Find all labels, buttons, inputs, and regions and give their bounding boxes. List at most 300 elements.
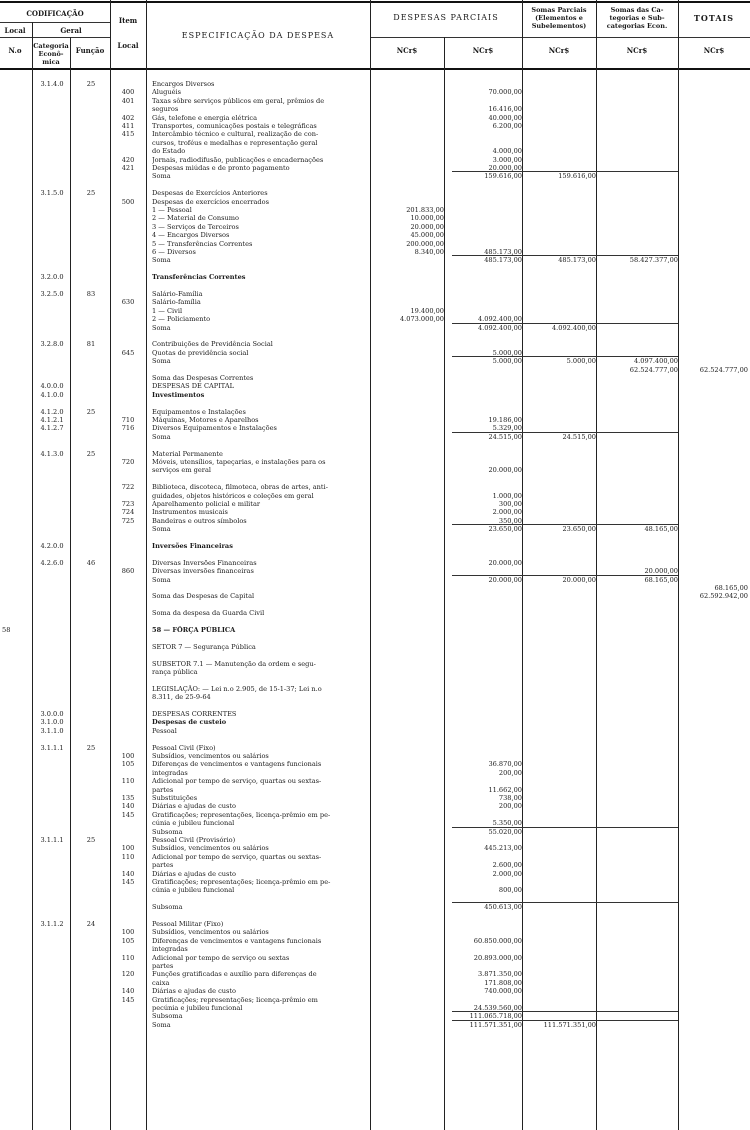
partial-amount-2: 3.000,00: [492, 155, 522, 164]
specification: Adicional por tempo de serviço ou sextas: [152, 953, 290, 962]
partial-amount-2: 445.213,00: [484, 844, 522, 853]
table-row: [0, 970, 750, 978]
specification: Taxas sôbre serviços públicos em geral, prêmios de: [152, 96, 325, 105]
header-local: Local: [4, 26, 26, 35]
item-code: 401: [121, 96, 135, 105]
partial-amount-2: 740.000,00: [484, 987, 522, 996]
specification: Adicional por tempo de serviço, quartas ou sextas-: [152, 777, 322, 786]
currency-p2: NCr$: [472, 46, 494, 55]
table-row: [0, 450, 750, 458]
table-row: [0, 786, 750, 794]
specification: 5 — Transferências Correntes: [152, 239, 253, 248]
partial-amount-1: 45.000,00: [410, 231, 444, 240]
partial-amount-1: 200.000,00: [406, 239, 444, 248]
table-row: [0, 374, 750, 382]
item-code: 110: [121, 953, 135, 962]
table-row: [0, 256, 750, 264]
specification: Diárias e ajudas de custo: [152, 802, 237, 811]
currency-sc: NCr$: [626, 46, 648, 55]
partial-amount-1: 20.000,00: [410, 222, 444, 231]
item-code: 145: [121, 878, 135, 886]
specification: DESPESAS CORRENTES: [152, 710, 237, 718]
partial-amount-2: 5.000,00: [492, 348, 522, 357]
total: 62.524.777,00: [699, 365, 748, 374]
specification: Soma das Despesas de Capital: [152, 592, 255, 601]
category-code: 3.2.5.0: [40, 290, 64, 298]
partial-amount-2: 20.000,00: [488, 558, 522, 567]
partial-amount-2: 5.000,00: [492, 357, 522, 366]
table-row: [0, 954, 750, 962]
header-codificacao: CODIFICAÇÃO: [26, 9, 84, 18]
table-row: [0, 584, 750, 592]
table-row: [0, 559, 750, 567]
sum-rule: [452, 356, 678, 357]
specification: Subsoma: [152, 903, 183, 912]
table-row: [0, 727, 750, 735]
partial-sum: 4.092.400,00: [551, 323, 596, 332]
category-code: 4.2.6.0: [40, 558, 64, 567]
table-row: [0, 408, 750, 416]
function-code: 81: [86, 340, 96, 349]
table-row: [0, 979, 750, 987]
specification: Diárias e ajudas de custo: [152, 987, 237, 996]
partial-amount-2: 738,00: [498, 794, 522, 802]
table-row: [0, 416, 750, 424]
function-code: 25: [86, 449, 96, 458]
partial-amount-2: 4.000,00: [492, 147, 522, 156]
item-code: 402: [121, 113, 135, 122]
partial-amount-2: 6.200,00: [492, 122, 522, 130]
table-row: [0, 634, 750, 642]
item-code: 145: [121, 995, 135, 1004]
table-row: [0, 1021, 750, 1029]
item-code: 716: [121, 424, 135, 433]
specification: Subsídios, vencimentos ou salários: [152, 844, 269, 853]
header-totais: TOTAIS: [693, 13, 735, 23]
table-row: [0, 88, 750, 96]
item-code: 135: [121, 794, 135, 802]
partial-amount-2: 200,00: [498, 802, 522, 811]
specification: do Estado: [152, 147, 186, 156]
item-code: 411: [121, 122, 135, 130]
partial-amount-2: 485.173,00: [484, 256, 522, 265]
header-especificacao: ESPECIFICAÇÃO DA DESPESA: [181, 31, 335, 40]
table-row: [0, 298, 750, 306]
category-sum: 4.097.400,00: [633, 357, 678, 366]
partial-amount-1: 8.340,00: [414, 248, 444, 256]
specification: Aluguéis: [152, 88, 181, 97]
partial-amount-1: 201.833,00: [406, 206, 444, 214]
table-row: [0, 912, 750, 920]
table-row: [0, 760, 750, 768]
partial-amount-2: 485.173,00: [484, 248, 522, 256]
specification: Encargos Diversos: [152, 80, 215, 88]
table-row: [0, 399, 750, 407]
category-code: 3.1.1.1: [40, 743, 64, 752]
specification: 4 — Encargos Diversos: [152, 231, 230, 240]
specification: Intercâmbio técnico e cultural, realização de con-: [152, 130, 319, 139]
table-row: [0, 987, 750, 995]
partial-amount-2: 23.650,00: [488, 525, 522, 534]
table-row: [0, 433, 750, 441]
partial-amount-2: 200,00: [498, 768, 522, 777]
table-row: [0, 601, 750, 609]
item-code: 723: [121, 500, 135, 508]
specification: Gás, telefone e energia elétrica: [152, 113, 257, 122]
specification: Diversas Inversões Financeiras: [152, 558, 257, 567]
partial-amount-2: 111.571.351,00: [469, 1020, 522, 1029]
table-row: [0, 198, 750, 206]
table-row: [0, 937, 750, 945]
table-row: [0, 357, 750, 365]
specification: Substituições: [152, 794, 198, 802]
table-row: [0, 214, 750, 222]
specification: Pessoal Civil (Fixo): [152, 743, 216, 752]
specification: caixa: [152, 978, 170, 987]
specification: seguros: [152, 105, 179, 114]
category-code: 4.2.0.0: [40, 542, 64, 550]
item-code: 725: [121, 516, 135, 525]
specification: 1 — Pessoal: [152, 206, 192, 214]
table-row: [0, 458, 750, 466]
item-code: 110: [121, 777, 135, 786]
item-code: 421: [121, 164, 135, 172]
specification: Material Permanente: [152, 449, 223, 458]
partial-amount-2: 450.613,00: [484, 903, 522, 912]
table-row: [0, 626, 750, 634]
specification: Adicional por tempo de serviço, quartas ou sextas-: [152, 852, 322, 861]
table-row: [0, 189, 750, 197]
header-funcao: Função: [75, 46, 105, 55]
table-row: [0, 693, 750, 701]
table-row: [0, 282, 750, 290]
specification: Pessoal Civil (Provisório): [152, 836, 236, 844]
partial-amount-2: 24.515,00: [488, 432, 522, 441]
table-row: [0, 794, 750, 802]
table-row: [0, 702, 750, 710]
function-code: 25: [86, 836, 96, 844]
specification: Equipamentos e Instalações: [152, 407, 246, 416]
partial-amount-2: 19.186,00: [488, 416, 522, 424]
header-rule: [370, 37, 750, 38]
table-row: [0, 945, 750, 953]
table-row: [0, 861, 750, 869]
table-row: [0, 769, 750, 777]
specification: Subsídios, vencimentos ou salários: [152, 752, 269, 760]
specification: Gratificações; representações; licença-prêmio em pe-: [152, 878, 331, 886]
table-row: [0, 273, 750, 281]
table-row: [0, 660, 750, 668]
item-code: 120: [121, 970, 135, 979]
category-code: 4.1.0.0: [40, 390, 64, 399]
top-rule: [0, 1, 750, 3]
table-row: [0, 240, 750, 248]
currency-p1: NCr$: [396, 46, 418, 55]
table-row: [0, 777, 750, 785]
table-row: [0, 735, 750, 743]
sum-rule: [452, 575, 678, 576]
table-row: [0, 618, 750, 626]
table-row: [0, 366, 750, 374]
category-code: 3.1.1.1: [40, 836, 64, 844]
specification: Despesas de exercícios encerrados: [152, 197, 269, 206]
partial-amount-1: 19.400,00: [410, 306, 444, 315]
category-code: 4.1.2.1: [40, 416, 64, 424]
specification: Móveis, utensílios, tapeçarias, e instalações para os: [152, 458, 326, 466]
table-row: [0, 752, 750, 760]
item-code: 860: [121, 567, 135, 576]
item-code: 645: [121, 348, 135, 357]
table-row: [0, 685, 750, 693]
specification: Soma: [152, 256, 171, 265]
table-row: [0, 643, 750, 651]
partial-amount-2: 5.329,00: [492, 424, 522, 433]
specification: DESPESAS DE CAPITAL: [152, 382, 234, 391]
partial-amount-2: 350,00: [498, 516, 522, 525]
function-code: 25: [86, 743, 96, 752]
table-row: [0, 147, 750, 155]
category-sum: 48.165,00: [644, 525, 678, 534]
partial-amount-2: 60.850.000,00: [473, 936, 522, 945]
item-code: 724: [121, 508, 135, 517]
header-somas-categorias: Somas das Ca- tegorias e Sub- categorias Econ.: [606, 6, 668, 30]
category-code: 3.1.5.0: [40, 189, 64, 198]
partial-amount-2: 2.000,00: [492, 508, 522, 517]
specification: 8.311, de 25-9-64: [152, 693, 211, 702]
partial-amount-1: 10.000,00: [410, 214, 444, 223]
specification: 2 — Policiamento: [152, 315, 211, 324]
table-row: [0, 340, 750, 348]
category-code: 3.1.0.0: [40, 718, 64, 727]
specification: Soma: [152, 357, 171, 366]
sum-rule: [452, 827, 678, 828]
table-row: [0, 609, 750, 617]
item-code: 140: [121, 987, 135, 996]
specification: Contribuições de Previdência Social: [152, 340, 273, 349]
specification: SUBSETOR 7.1 — Manutenção da ordem e segu-: [152, 659, 316, 668]
table-row: [0, 508, 750, 516]
specification: Transportes, comunicações postais e telegráficas: [152, 122, 317, 130]
specification: Despesas de Exercícios Anteriores: [152, 189, 268, 198]
partial-amount-2: 4.092.400,00: [477, 315, 522, 324]
specification: Diárias e ajudas de custo: [152, 869, 237, 878]
specification: integradas: [152, 768, 188, 777]
header-despesas-parciais: DESPESAS PARCIAIS: [393, 13, 499, 22]
specification: integradas: [152, 945, 188, 954]
specification: 1 — Civil: [152, 306, 183, 315]
partial-amount-2: 300,00: [498, 500, 522, 508]
table-row: [0, 903, 750, 911]
specification: Diversos Equipamentos e Instalações: [152, 424, 277, 433]
table-row: [0, 710, 750, 718]
specification: Biblioteca, discoteca, filmoteca, obras de artes, anti-: [152, 483, 328, 492]
item-code: 720: [121, 458, 135, 466]
header-bottom-rule: [0, 68, 750, 70]
sum-rule: [452, 171, 678, 172]
table-row: [0, 576, 750, 584]
category-sum: 68.165,00: [644, 575, 678, 584]
table-row: [0, 466, 750, 474]
item-code: 100: [121, 752, 135, 760]
table-row: [0, 332, 750, 340]
partial-sum: 5.000,00: [566, 357, 596, 366]
total: 62.592.942,00: [699, 592, 748, 601]
specification: 6 — Diversos: [152, 248, 196, 256]
item-code: 140: [121, 869, 135, 878]
table-row: [0, 853, 750, 861]
partial-amount-2: 16.416,00: [488, 105, 522, 114]
partial-amount-2: 20.000,00: [488, 575, 522, 584]
function-code: 24: [86, 920, 96, 928]
table-row: [0, 550, 750, 558]
specification: Jornais, radiodifusão, publicações e encadernações: [152, 155, 324, 164]
category-code: 3.2.8.0: [40, 340, 64, 349]
table-row: [0, 928, 750, 936]
table-row: [0, 122, 750, 130]
specification: Investimentos: [152, 390, 205, 399]
partial-amount-2: 111.065.718,00: [469, 1012, 522, 1021]
table-row: [0, 114, 750, 122]
partial-amount-1: 4.073.000,00: [399, 315, 444, 324]
sum-rule: [452, 323, 678, 324]
header-rule: [0, 37, 110, 38]
table-row: [0, 290, 750, 298]
partial-amount-2: 4.092.400,00: [477, 323, 522, 332]
partial-amount-2: 36.870,00: [488, 760, 522, 769]
table-row: [0, 97, 750, 105]
table-row: [0, 80, 750, 88]
partial-amount-2: 70.000,00: [488, 88, 522, 97]
specification: Salário-família: [152, 298, 201, 307]
table-row: [0, 307, 750, 315]
category-code: 3.1.1.0: [40, 726, 64, 735]
specification: Transferências Correntes: [152, 273, 246, 282]
function-code: 46: [86, 558, 96, 567]
specification: Diferenças de vencimentos e vantagens funcionais: [152, 936, 322, 945]
table-row: [0, 718, 750, 726]
table-row: [0, 534, 750, 542]
table-row: [0, 156, 750, 164]
item-code: 722: [121, 483, 135, 492]
item-code: 100: [121, 844, 135, 853]
item-code: 105: [121, 936, 135, 945]
partial-amount-2: 24.539.560,00: [473, 1004, 522, 1012]
partial-amount-2: 40.000,00: [488, 113, 522, 122]
partial-amount-2: 2.000,00: [492, 869, 522, 878]
table-row: [0, 206, 750, 214]
partial-sum: 24.515,00: [562, 432, 596, 441]
table-row: [0, 475, 750, 483]
category-sum: 62.524.777,00: [629, 365, 678, 374]
sum-rule: [452, 432, 678, 433]
specification: Bandeiras e outros símbolos: [152, 516, 247, 525]
specification: Instrumentos musicais: [152, 508, 228, 517]
table-row: [0, 483, 750, 491]
specification: Subsídios, vencimentos ou salários: [152, 928, 269, 937]
specification: Pessoal: [152, 726, 177, 735]
header-geral: Geral: [60, 26, 82, 35]
specification: Soma: [152, 1020, 171, 1029]
table-row: [0, 592, 750, 600]
specification: 3 — Serviços de Terceiros: [152, 222, 239, 231]
partial-amount-2: 55.020,00: [488, 827, 522, 836]
specification: Soma: [152, 432, 171, 441]
specification: Diferenças de vencimentos e vantagens funcionais: [152, 760, 322, 769]
specification: Pessoal Militar (Fixo): [152, 920, 224, 928]
table-row: [0, 130, 750, 138]
specification: Máquinas, Motores e Aparelhos: [152, 416, 259, 424]
currency-sp: NCr$: [548, 46, 570, 55]
partial-amount-2: 3.871.350,00: [477, 970, 522, 979]
function-code: 25: [86, 80, 96, 88]
table-row: [0, 525, 750, 533]
category-code: 4.1.2.7: [40, 424, 64, 433]
partial-sum: 485.173,00: [558, 256, 596, 265]
table-row: [0, 500, 750, 508]
table-row: [0, 844, 750, 852]
partial-sum: 20.000,00: [562, 575, 596, 584]
specification: cúnia e jubileu funcional: [152, 886, 235, 895]
function-code: 25: [86, 189, 96, 198]
table-row: [0, 676, 750, 684]
partial-amount-2: 171.808,00: [484, 978, 522, 987]
header-item-local: Local: [117, 41, 139, 50]
table-row: [0, 542, 750, 550]
table-row: [0, 962, 750, 970]
item-code: 110: [121, 852, 135, 861]
total: 68.165,00: [714, 584, 748, 592]
specification: Subsoma: [152, 1012, 183, 1021]
specification: Funções gratificadas e auxílio para diferenças de: [152, 970, 317, 979]
table-row: [0, 231, 750, 239]
specification: rança pública: [152, 668, 198, 676]
specification: Despesas de custeio: [152, 718, 227, 727]
header-somas-parciais: Somas Parciais (Elementos e Subelementos): [531, 6, 587, 30]
table-row: [0, 172, 750, 180]
category-code: 3.1.4.0: [40, 80, 64, 88]
table-row: [0, 223, 750, 231]
category-code: 4.1.2.0: [40, 407, 64, 416]
table-row: [0, 265, 750, 273]
table-row: [0, 324, 750, 332]
partial-amount-2: 20.893.000,00: [473, 953, 522, 962]
item-code: 140: [121, 802, 135, 811]
sum-rule: [452, 1011, 678, 1012]
table-row: [0, 870, 750, 878]
specification: Aparelhamento policial e militar: [152, 500, 261, 508]
function-code: 83: [86, 290, 96, 298]
item-code: 105: [121, 760, 135, 769]
partial-amount-2: 20.000,00: [488, 164, 522, 172]
currency-tot: NCr$: [703, 46, 725, 55]
specification: Salário-Família: [152, 290, 203, 298]
item-code: 400: [121, 88, 135, 97]
specification: Gratificações; representações, licença-prêmio em pe-: [152, 810, 331, 819]
specification: partes: [152, 861, 174, 870]
specification: Soma: [152, 525, 171, 534]
partial-amount-2: 2.600,00: [492, 861, 522, 870]
table-row: [0, 744, 750, 752]
specification: 58 — FÔRÇA PÚBLICA: [152, 626, 236, 634]
specification: Subsoma: [152, 827, 183, 836]
item-code: 415: [121, 130, 135, 139]
specification: 2 — Material de Consumo: [152, 214, 239, 223]
table-row: [0, 651, 750, 659]
specification: LEGISLAÇÃO: — Lei n.o 2.905, de 15-1-37; Lei n.o: [152, 684, 322, 693]
item-code: 710: [121, 416, 135, 424]
sum-rule: [452, 902, 678, 903]
category-sum: 58.427.377,00: [629, 256, 678, 265]
